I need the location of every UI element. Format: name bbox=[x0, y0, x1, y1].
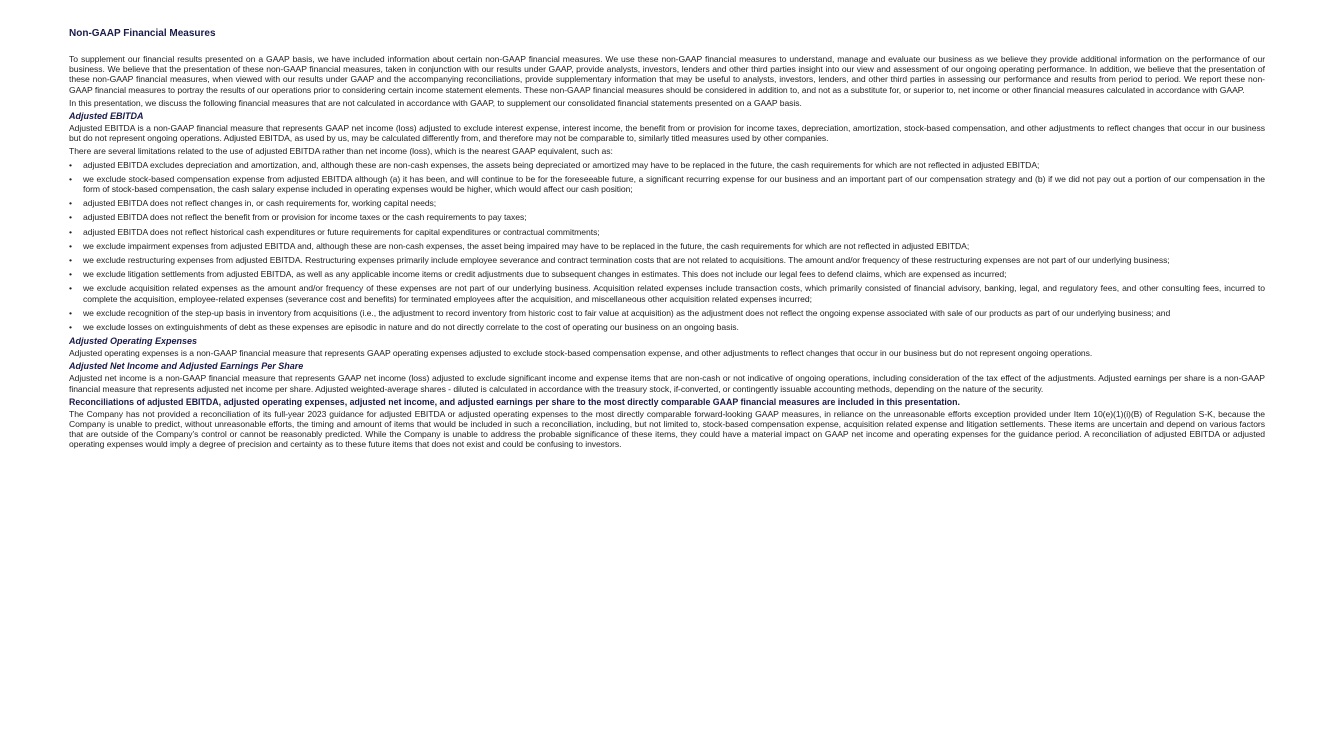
list-item-text: we exclude acquisition related expenses as the amount and/or frequency of these expenses are not part of our underlying business. Acquisition related expenses include transaction costs, which primarily consisted of financial advisory, banking, legal, and regulatory fees, and other consulting fees, incurred to complete the acquisition, employee-related expenses (severance cost and benefits) for terminated employees after the acquisition, and miscellaneous other acquisition related expenses incurred; bbox=[83, 283, 1265, 304]
adjusted-ebitda-limitations-intro: There are several limitations related to the use of adjusted EBITDA rather than net income (loss), which is the nearest GAAP equivalent, such as: bbox=[69, 146, 613, 157]
document-page bbox=[69, 28, 1265, 453]
list-item-text: adjusted EBITDA does not reflect the benefit from or provision for income taxes or the cash requirements to pay taxes; bbox=[83, 212, 527, 223]
list-item-text: adjusted EBITDA does not reflect changes in, or cash requirements for, working capital needs; bbox=[83, 198, 437, 209]
list-item bbox=[69, 308, 1265, 318]
list-item bbox=[69, 255, 1265, 265]
bullet-icon: • bbox=[69, 269, 72, 280]
list-item-text: we exclude recognition of the step-up basis in inventory from acquisitions (i.e., the adjustment to record inventory from historic cost to fair value at acquisition) as the adjustment does not reflect the ongoing expense associated with sale of our products as part of our underlying business; and bbox=[83, 307, 1171, 318]
list-item-text: adjusted EBITDA does not reflect historical cash expenditures or future requirements for capital expenditures or contractual commitments; bbox=[83, 226, 600, 237]
list-item bbox=[69, 283, 1265, 303]
list-item bbox=[69, 160, 1265, 170]
list-item-text: we exclude losses on extinguishments of debt as these expenses are episodic in nature and do not directly correlate to the cost of operating our business on an ongoing basis. bbox=[83, 322, 739, 333]
limitations-list bbox=[69, 160, 1265, 333]
bullet-icon: • bbox=[69, 255, 72, 266]
bullet-icon: • bbox=[69, 159, 72, 170]
intro-paragraph: To supplement our financial results presented on a GAAP basis, we have included information about certain non-GAAP financial measures. We use these non-GAAP financial measures to understand, manage and evaluate our business as we believe they provide additional information on the performance of our business. We believe that the presentation of these non-GAAP financial measures, taken in conjunction with our results under GAAP, provide analysts, investors, lenders and other third parties insight into our view and assessment of our ongoing operating performance. In addition, we believe that the presentation of these non-GAAP financial measures, when viewed with our results under GAAP and the accompanying reconciliations, provide supplementary information that may be useful to analysts, investors, lenders, and other third parties in assessing our performance and results from period to period. We report these non-GAAP financial measures to portray the results of our operations prior to considering certain income statement elements. These non-GAAP financial measures should be considered in addition to, and not as a substitute for, or superior to, net income or other financial measures calculated in accordance with GAAP. bbox=[69, 54, 1265, 95]
reconciliations-paragraph: The Company has not provided a reconciliation of its full-year 2023 guidance for adjusted EBITDA or adjusted operating expenses to the most directly comparable forward-looking GAAP measures, in reliance on the unreasonable efforts exception provided under Item 10(e)(1)(i)(B) of Regulation S-K, because the Company is unable to predict, without unreasonable efforts, the timing and amount of items that would be included in such a reconciliation, including, but not limited to, stock-based compensation expense, acquisition related expense and litigation settlements. These items are uncertain and depend on various factors that are outside of the Company’s control or cannot be reasonably predicted. While the Company is unable to address the probable significance of these items, they could have a material impact on GAAP net income and operating expenses for the guidance period. A reconciliation of adjusted EBITDA or adjusted operating expenses would imply a degree of precision and certainty as to these future items that does not exist and could be confusing to investors. bbox=[69, 408, 1265, 450]
bullet-icon: • bbox=[69, 173, 72, 184]
list-item bbox=[69, 198, 1265, 208]
list-item bbox=[69, 241, 1265, 251]
adjusted-operating-expenses-definition: Adjusted operating expenses is a non-GAAP financial measure that represents GAAP operating expenses adjusted to exclude stock-based compensation expense, and other adjustments to reflect changes that occur in our business but do not represent ongoing operations. bbox=[69, 348, 1093, 359]
list-item-text: we exclude stock-based compensation expense from adjusted EBITDA although (a) it has been, and will continue to be for the foreseeable future, a significant recurring expense for our business and an important part of our compensation strategy and (b) if we did not pay out a portion of our compensation in the form of stock-based compensation, the cash salary expense included in operating expenses would be higher, which would affect our cash position; bbox=[83, 173, 1265, 195]
bullet-icon: • bbox=[69, 198, 72, 209]
bullet-icon: • bbox=[69, 226, 72, 237]
page-title: Non-GAAP Financial Measures bbox=[69, 28, 216, 39]
section-heading-adjusted-operating-expenses: Adjusted Operating Expenses bbox=[69, 336, 198, 347]
list-item bbox=[69, 212, 1265, 222]
bullet-icon: • bbox=[69, 283, 72, 294]
intro-paragraph: In this presentation, we discuss the following financial measures that are not calculated in accordance with GAAP, to supplement our consolidated financial statements presented on a GAAP basis. bbox=[69, 97, 802, 108]
list-item bbox=[69, 174, 1265, 194]
list-item bbox=[69, 269, 1265, 279]
list-item-text: we exclude litigation settlements from adjusted EBITDA, as well as any applicable income items or credit adjustments due to subsequent changes in estimates. This does not include our legal fees to defend claims, which are expensed as incurred; bbox=[83, 269, 1007, 280]
adjusted-ebitda-definition: Adjusted EBITDA is a non-GAAP financial measure that represents GAAP net income (loss) adjusted to exclude interest expense, interest income, the benefit from or provision for income taxes, depreciation, amortization, stock-based compensation, and other adjustments to reflect changes that occur in our business but do not represent ongoing operations. Adjusted EBITDA, as used by us, may be calculated differently from, and therefore may not be comparable to, similarly titled measures used by other companies. bbox=[69, 123, 1265, 144]
bullet-icon: • bbox=[69, 307, 72, 318]
section-heading-reconciliations: Reconciliations of adjusted EBITDA, adjusted operating expenses, adjusted net income, and adjusted earnings per share to the most directly comparable GAAP financial measures are included in this presentation. bbox=[69, 396, 960, 407]
list-item bbox=[69, 227, 1265, 237]
section-heading-adjusted-ebitda: Adjusted EBITDA bbox=[69, 111, 144, 122]
adjusted-net-income-definition: Adjusted net income is a non-GAAP financial measure that represents GAAP net income (loss) adjusted to exclude significant income and expense items that are non-cash or not indicative of ongoing operations, including consideration of the tax effect of the adjustments. Adjusted earnings per share is a non-GAAP financial measure that represents adjusted net income per share. Adjusted weighted-average shares - diluted is calculated in accordance with the treasury stock, if-converted, or contingently issuable accounting methods, depending on the nature of the security. bbox=[69, 373, 1265, 394]
bullet-icon: • bbox=[69, 322, 72, 333]
list-item-text: adjusted EBITDA excludes depreciation and amortization, and, although these are non-cash expenses, the assets being depreciated or amortized may have to be replaced in the future, the cash requirements for which are not reflected in adjusted EBITDA; bbox=[83, 159, 1040, 170]
list-item bbox=[69, 322, 1265, 332]
list-item-text: we exclude impairment expenses from adjusted EBITDA and, although these are non-cash expenses, the asset being impaired may have to be replaced in the future, the cash requirements for which are not reflected in adjusted EBITDA; bbox=[83, 240, 970, 251]
section-heading-adjusted-net-income: Adjusted Net Income and Adjusted Earnings Per Share bbox=[69, 361, 304, 372]
list-item-text: we exclude restructuring expenses from adjusted EBITDA. Restructuring expenses primarily include employee severance and contract termination costs that are not related to acquisitions. The amount and/or frequency of these restructuring expenses are not part of our underlying business; bbox=[83, 255, 1170, 266]
bullet-icon: • bbox=[69, 212, 72, 223]
bullet-icon: • bbox=[69, 240, 72, 251]
